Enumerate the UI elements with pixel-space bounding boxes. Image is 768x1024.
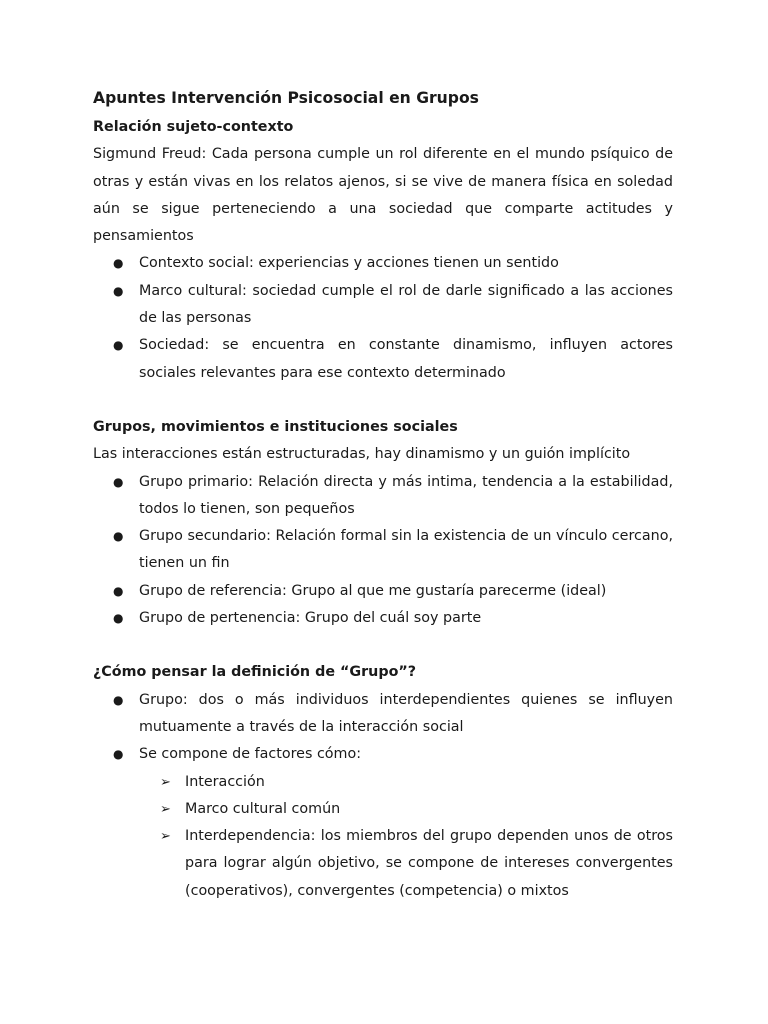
section-heading-grupos: Grupos, movimientos e instituciones sociales [93,418,458,435]
bullet-icon: ● [113,692,124,707]
list-item [113,687,673,742]
document-page [93,86,673,905]
list-item-text: Sociedad: se encuentra en constante dinamismo, influyen actores sociales relevantes para ese contexto determinado [139,337,673,381]
arrow-bullet-icon: ➢ [160,801,171,817]
bullet-list-definicion [93,687,673,905]
list-item [113,578,673,605]
list-item-text: Grupo de referencia: Grupo al que me gustaría parecerme (ideal) [139,582,607,599]
bullet-icon: ● [113,256,124,271]
section-heading-definicion: ¿Cómo pensar la definición de “Grupo”? [93,664,417,681]
list-item-text: Grupo primario: Relación directa y más intima, tendencia a la estabilidad, todos lo tienen, son pequeños [139,473,673,517]
section-heading-relacion: Relación sujeto-contexto [93,119,294,135]
sub-list-item-text: Marco cultural común [185,800,341,817]
bullet-icon: ● [113,747,124,762]
section-paragraph-interacciones: Las interacciones están estructuradas, hay dinamismo y un guión implícito [93,446,631,463]
list-item [113,469,673,524]
document-title: Apuntes Intervención Psicosocial en Grupos [93,89,479,107]
arrow-list-factores [139,769,673,905]
bullet-icon: ● [113,583,124,598]
list-item-text: Contexto social: experiencias y acciones tienen un sentido [139,255,559,272]
section-spacer [93,387,673,414]
list-item [113,278,673,333]
bullet-list-relacion [93,250,673,386]
bullet-list-grupos [93,469,673,633]
sub-list-item [160,769,673,796]
list-item [113,250,673,277]
sub-list-item [160,823,673,905]
arrow-bullet-icon: ➢ [160,774,171,790]
list-item [113,523,673,578]
list-item-text: Grupo secundario: Relación formal sin la existencia de un vínculo cercano, tienen un fin [139,528,673,572]
section-paragraph-freud: Sigmund Freud: Cada persona cumple un rol diferente en el mundo psíquico de otras y están vivas en los relatos ajenos, si se vive de manera física en soledad aún se sigue perteneciendo a una sociedad que comparte actitudes y pensamientos [93,146,673,245]
bullet-icon: ● [113,283,124,298]
list-item [113,741,673,905]
sub-list-item-text: Interacción [185,773,265,790]
bullet-icon: ● [113,338,124,353]
list-item-text: Se compone de factores cómo: [139,746,362,763]
sub-list-item-text: Interdependencia: los miembros del grupo dependen unos de otros para lograr algún objetivo, se compone de intereses convergentes (cooperativos), convergentes (competencia) o mixtos [185,828,673,899]
section-spacer [93,632,673,659]
list-item-text: Grupo: dos o más individuos interdependientes quienes se influyen mutuamente a través de la interacción social [139,691,673,735]
list-item [113,332,673,387]
list-item-text: Grupo de pertenencia: Grupo del cuál soy parte [139,610,482,627]
sub-list-item [160,796,673,823]
bullet-icon: ● [113,529,124,544]
list-item [113,605,673,632]
list-item-text: Marco cultural: sociedad cumple el rol de darle significado a las acciones de las personas [139,282,673,327]
bullet-icon: ● [113,474,124,489]
bullet-icon: ● [113,611,124,626]
arrow-bullet-icon: ➢ [160,829,171,845]
